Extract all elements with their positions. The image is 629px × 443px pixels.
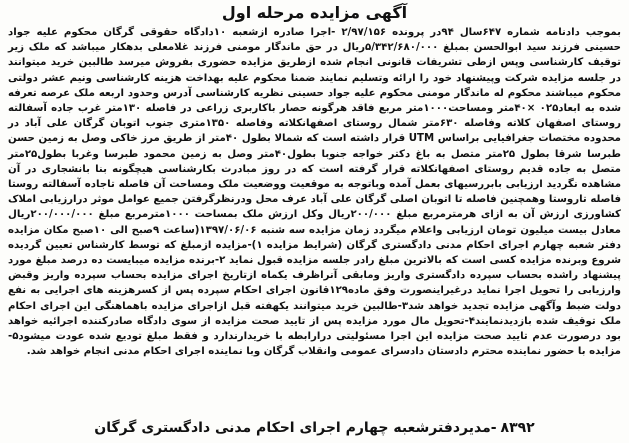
notice-body xyxy=(8,25,621,359)
notice-body-text: بموجب دادنامه شماره ۶۴۷سال ۹۴در پرونده ۲/۹۷/۱۵۶ -اجرا صادره ازشعبه ۱۰دادگاه حقوقی گرگان محکوم علیه جواد حسینی فرزند سید ابوالحسن بمبلغ ۵/۳۴۲/۶۸۰/۰۰۰ریال در حق ماندگار مومنی فرزند غلامعلی بدهکار میباشد که ملک زیر توقیف کارشناسی وپس ازطی تشریفات قانونی انجام شده ازطریق مزایده حضوری بفروش میرسد طالبین خرید میتوانند در جلسه مزایده شرکت وپیشنهاد خود را ارائه وتسلیم نمایند ضمنا محکوم علیه بهداخت هزینه کارشناسی ونیم عشر دولتی محکوم میباشند محکوم له ماندگار مومنی محکوم علیه جواد حسینی نظریه کارشناسی آدرس وحدود اربعه ملک عرصه تعرفه شده به ابعاد۰۲۵ ×۴۰متر ومساحت۱۰۰۰متر مربع فاقد هرگونه حصار باکاربری زراعی در فاصله ۱۳۰متر غرب جاده آسفالته روستای اصفهان کلاته وفاصله ۶۳۰متر شمال روستای اصفهانکلاته وفاصله ۱۳۵۰متری جنوب اتوبان گرگان علی آباد در محدوده مختصات جغرافیایی براساس UTM قرار داشته است که شمالا بطول ۴۰متر از طریق مرز خاکی وصل به زمین حسن طبرسا شرقا بطول ۲۵متر متصل به باغ دکتر خواجه جنوبا بطول۴۰متر وصل به زمین محمود طبرسا وغربا بطول۲۵متر متصل به جاده قدیم روستای اصفهانکلاته قرار گرفته است که در روز مبادرت بکارشناسی هیچگونه بنا بانشجاری در آن مشاهده نگردید ارزیابی بابررسیهای بعمل آمده وباتوجه به موقعیت ووضعیت ملک ومساحت آن فاصله تاجاده آسفالته روستا فاصله تاروستا وهمچنین فاصله تا اتوبان اصلی گرگان علی آباد عرف محل ودرنظرگرفتن جمیع عوامل موثر درارزیابی املاک کشاورزی ارزش آن به ازای هرمترمربع مبلغ ۲۰۰/۰۰۰ریال وکل ارزش ملک بمساحت ۱۰۰۰مترمربع مبلغ ۲۰۰/۰۰۰/۰۰۰ریال معادل بیست میلیون تومان ارزیابی واعلام میگردد زمان مزایده سه شنبه ۱۳۹۷/۰۶/۰۶(ساعت ۹صبح الی ۱۰صبح مکان مزایده دفتر شعبه چهارم اجرای احکام مدنی دادگستری گرگان (شرایط مزایده ۱)-مزایده ازمبلغ که توسط کارشناس تعیین گردیده شروع وبرنده مزایده کسی است که بالاترین مبلغ رادر جلسه مزایده قبول نماید ۲-برنده مزایده میبایست ده درصد مبلغ مورد پیشنهاد راشده بحساب سپرده دادگستری واریز ومابقی آنراظرف یکماه ازتاریخ اجرای مزایده بحساب سپرده واریز وقبض وارزیابی را تحویل اجرا نماید درغیراینصورت وفق ماده۱۲۹قانون اجرای احکام سپرده پس از کسرهزینه های اجرایی به نفع دولت ضبط وآگهی مزایده تجدید خواهد شد۳-طالبین خرید میتوانند یکهفته قبل ازاجرای مزایده باهماهنگی این اجرای احکام ملک توقیف شده بازدیدنمایند۴-تحویل مال مورد مزایده پس از تایید صحت مزایده از سوی دادگاه صادرکننده اجرائیه خواهد بود درصورت عدم تایید صحت مزایده این اجرا مسئولیتی درارابطه با خریدارندارد و فقط مبلغ تودیع شده عودت میشود۵-مزایده با حضور نماینده محترم دادستان دادسرای عمومی وانقلاب گرگان وبا نماینده اجرای احکام مدنی انجام خواهد شد. xyxy=(8,27,622,358)
notice-title: آگهی مزایده مرحله اول xyxy=(221,3,408,22)
notice-reference-number: ۸۳۹۲ xyxy=(500,420,535,436)
notice-signature: -مدیردفترشعبه چهارم اجرای احکام مدنی دادگستری گرگان xyxy=(94,420,497,436)
notice-footer xyxy=(8,419,621,437)
